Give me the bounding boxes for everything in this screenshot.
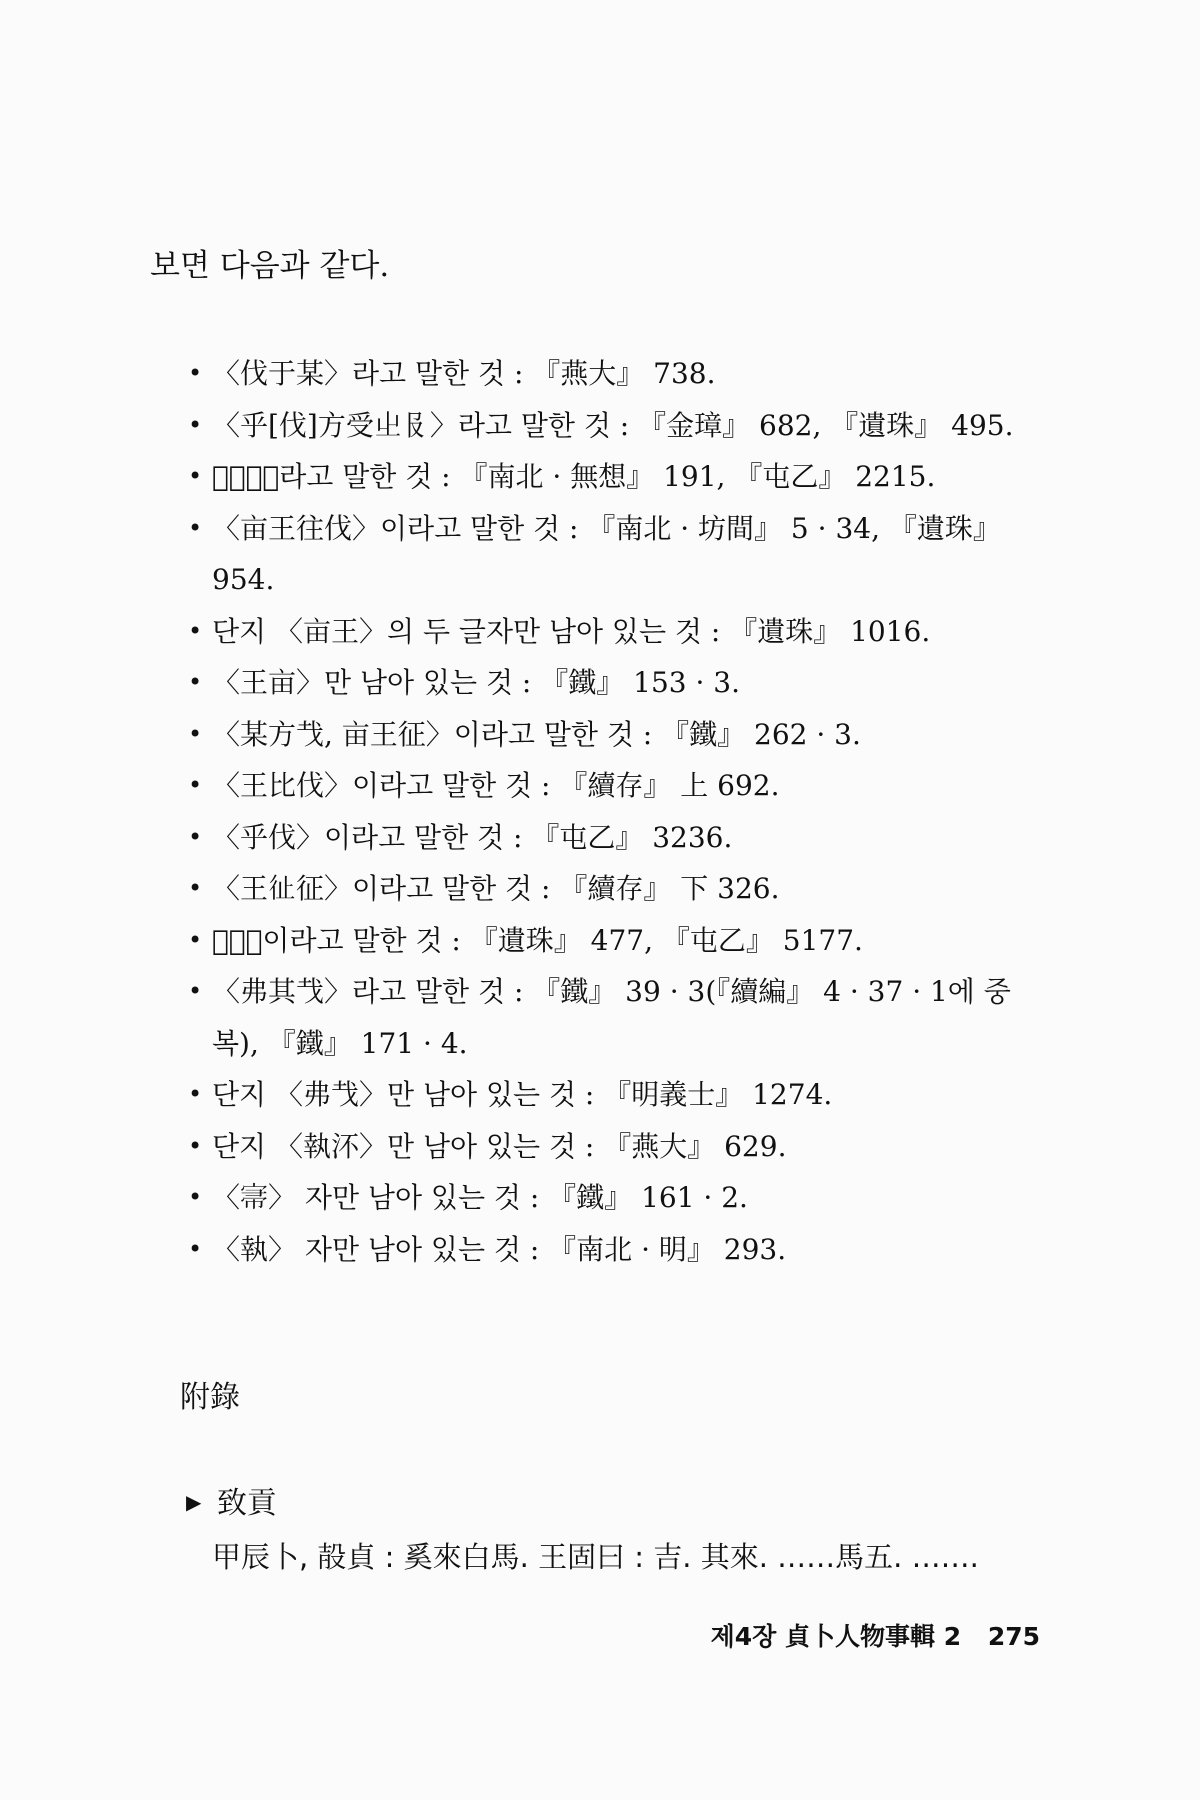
- list-item: • 〈王𢓊征〉이라고 말한 것 : 『續存』 下 326.: [188, 863, 1038, 915]
- entry-text: 甲辰卜, 㱿貞 : 奚來白馬. 王固曰 : 吉. 其來. ……馬五. …….: [212, 1540, 979, 1574]
- list-item: • 〈王亩〉만 남아 있는 것 : 『鐵』 153 · 3.: [188, 657, 1038, 709]
- appendix-heading: 附錄: [180, 1380, 240, 1415]
- list-item: • 단지 〈弗𢦏〉만 남아 있는 것 : 『明義士』 1274.: [188, 1069, 1038, 1121]
- list-item: • 〈𦎫〉이라고 말한 것 : 『遺珠』 477, 『屯乙』 5177.: [188, 915, 1038, 967]
- list-item: • 〈乎伐〉이라고 말한 것 : 『屯乙』 3236.: [188, 812, 1038, 864]
- intro-text: 보면 다음과 같다.: [150, 248, 390, 284]
- entry-title-text: 致貢: [216, 1486, 277, 1521]
- list-item: • 단지 〈亩王〉의 두 글자만 남아 있는 것 : 『遺珠』 1016.: [188, 606, 1038, 658]
- footer-chapter: 제4장 貞卜人物事輯 2: [710, 1622, 962, 1651]
- list-item: • 단지 〈執㳅〉만 남아 있는 것 : 『燕大』 629.: [188, 1121, 1038, 1173]
- list-item: • 〈某方𢦏, 亩王征〉이라고 말한 것 : 『鐵』 262 · 3.: [188, 709, 1038, 761]
- list-item: • 〈亩王往伐〉이라고 말한 것 : 『南北 · 坊間』 5 · 34, 『遺珠』 954.: [188, 503, 1038, 606]
- list-item: • 〈𡨦〉 자만 남아 있는 것 : 『鐵』 161 · 2.: [188, 1172, 1038, 1224]
- reference-list: [188, 348, 1038, 1275]
- page-number: 275: [987, 1622, 1040, 1651]
- list-item: • 〈乎[伐]方受𡳿𠬝〉라고 말한 것 : 『金璋』 682, 『遺珠』 495.: [188, 400, 1038, 452]
- list-item: • 〈王比伐〉이라고 말한 것 : 『續存』 上 692.: [188, 760, 1038, 812]
- list-item: • 〈伐于某〉라고 말한 것 : 『燕大』 738.: [188, 348, 1038, 400]
- page-footer: [711, 1620, 1040, 1654]
- entry-title: [186, 1482, 277, 1524]
- triangle-marker-icon: ▶: [186, 1490, 202, 1514]
- list-item: • 〈𫺊某〉라고 말한 것 : 『南北 · 無想』 191, 『屯乙』 2215.: [188, 451, 1038, 503]
- list-item: • 〈弗其𢦏〉라고 말한 것 : 『鐵』 39 · 3(『續編』 4 · 37 · 1에 중복), 『鐵』 171 · 4.: [188, 966, 1038, 1069]
- list-item: • 〈執〉 자만 남아 있는 것 : 『南北 · 明』 293.: [188, 1224, 1038, 1276]
